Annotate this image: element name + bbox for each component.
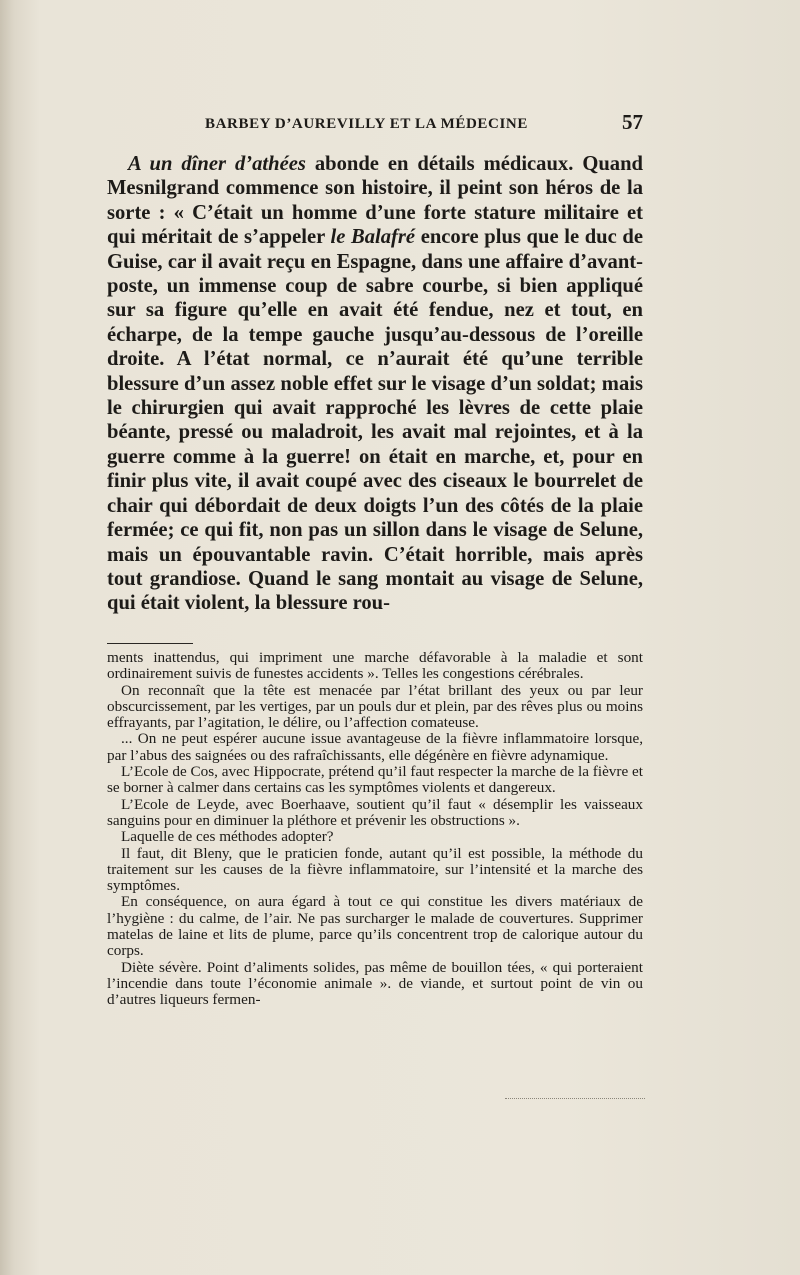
footnote-paragraph: On reconnaît que la tête est menacée par l’état brillant des yeux ou par leur obscurcissement, par les vertiges, par un pouls dur et plein, par des rêves plus ou moins effrayants, par l’agitation, le délire, ou l’affection comateuse. [107, 681, 643, 732]
footnote-paragraph: Laquelle de ces méthodes adopter? [121, 828, 334, 846]
footnote-paragraph: L’Ecole de Cos, avec Hippocrate, prétend qu’il faut respecter la marche de la fièvre et se borner à calmer dans certains cas les symptômes violents et dangereux. [107, 763, 643, 797]
footnote-paragraph: Il faut, dit Bleny, que le praticien fonde, autant qu’il est possible, la méthode du traitement sur les causes de la fièvre inflammatoire, sur l’intensité et la marche des symptômes. [107, 844, 643, 895]
text-run: abonde en détails médicaux. Quand Mesnilgrand commence son histoire, il peint son héros de la sorte : « C’était un homme d’une forte stature militaire et qui méritait de s’appeler [107, 153, 643, 249]
running-title: BARBEY D’AUREVILLY ET LA MÉDECINE [205, 116, 528, 132]
footnote-paragraph: L’Ecole de Leyde, avec Boerhaave, soutient qu’il faut « désemplir les vaisseaux sanguins pour en diminuer la pléthore et prévenir les obstructions ». [107, 795, 643, 829]
footnote-paragraph: ments inattendus, qui impriment une marche défavorable à la maladie et sont ordinairement suivis de funestes accidents ». Telles les congestions cérébrales. [107, 649, 643, 683]
scan-artifact [505, 1098, 645, 1100]
footnote-rule [107, 643, 193, 644]
italic-title: A un dîner d’athées [128, 153, 306, 175]
page-header [107, 112, 643, 138]
footnotes [107, 650, 643, 1009]
main-text [107, 152, 643, 616]
footnote-paragraph: Diète sévère. Point d’aliments solides, pas même de bouillon tées, « qui porteraient l’incendie dans toute l’économie animale ». de viande, et surtout point de vin ou d’autres liqueurs fermen- [107, 958, 643, 1009]
footnote-paragraph: ... On ne peut espérer aucune issue avantageuse de la fièvre inflammatoire lorsque, par l’abus des saignées ou des rafraîchissants, elle dégénère en fièvre adynamique. [107, 730, 643, 764]
paragraph [107, 152, 643, 616]
italic-name: le Balafré [330, 226, 416, 249]
text-run: encore plus que le duc de Guise, car il avait reçu en Espagne, dans une affaire d’avant-poste, un immense coup de sabre courbe, si bien appliqué sur sa figure qu’elle en avait été fendue, nez et tout, en écharpe, de la tempe gauche jusqu’au-dessous de l’oreille droite. A l’état normal, ce n’aurait été qu’une terrible blessure d’un assez noble effet sur le visage d’un soldat; mais le chirurgien qui avait rapproché les lèvres de cette plaie béante, pressé ou maladroit, les avait mal rejointes, et à la guerre comme à la guerre! on était en marche, et, pour en finir plus vite, il avait coupé avec des ciseaux le bourrelet de chair qui débordait de deux doigts l’un des côtés de la plaie fermée; ce qui fit, non pas un sillon dans le visage de Selune, mais un épouvantable ravin. C’était horrible, mais après tout grandiose. Quand le sang montait au visage de Selune, qui était violent, la blessure rou- [107, 226, 643, 615]
page-number: 57 [622, 110, 643, 134]
footnote-paragraph: En conséquence, on aura égard à tout ce qui constitue les divers matériaux de l’hygiène : du calme, de l’air. Ne pas surcharger le malade de couvertures. Supprimer matelas de laine et lits de plume, parce qu’ils concentrent trop de calorique autour du corps. [107, 893, 643, 960]
